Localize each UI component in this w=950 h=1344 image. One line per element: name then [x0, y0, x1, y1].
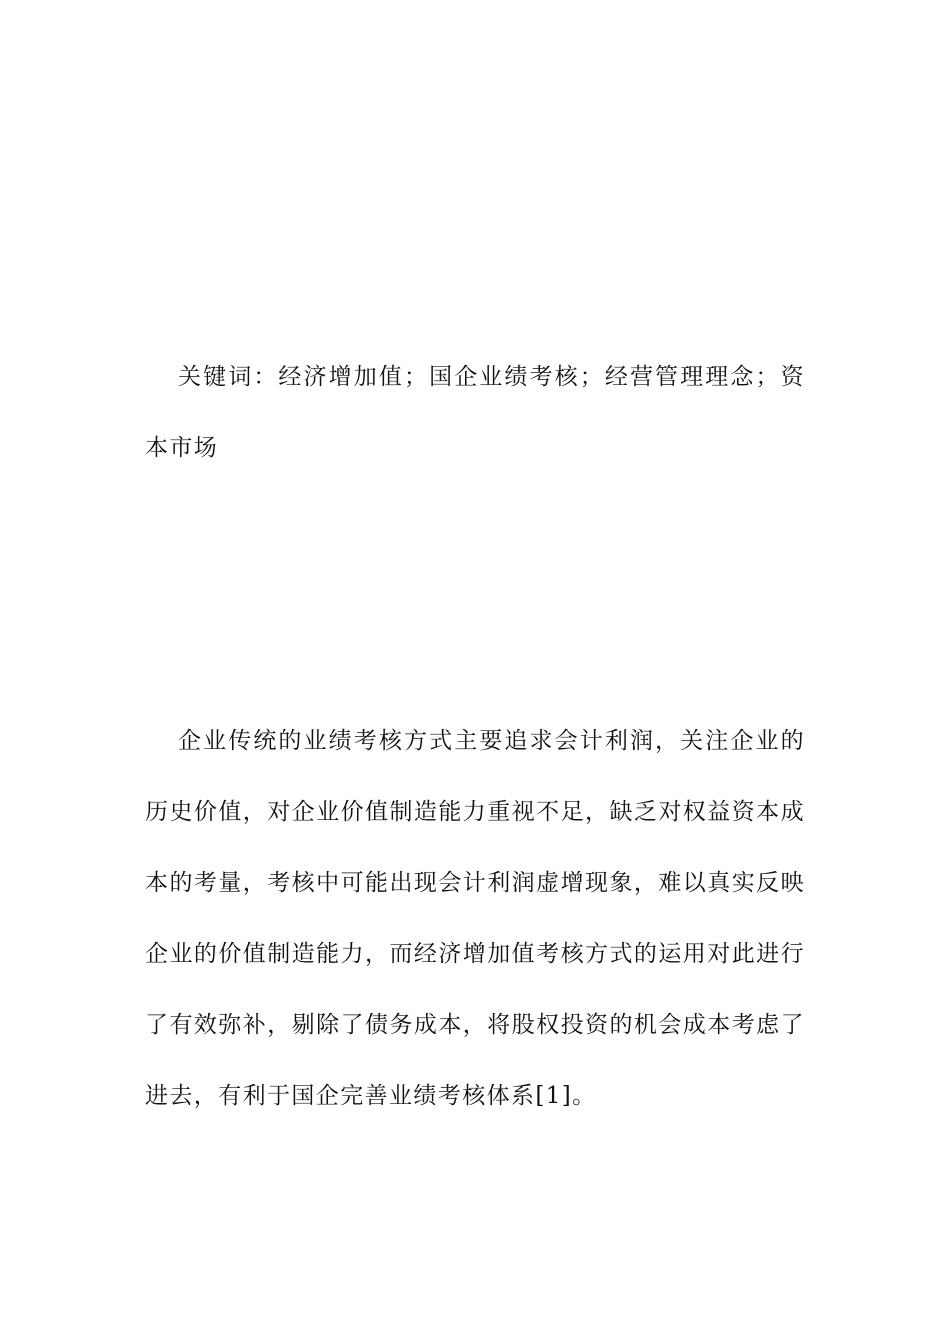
keywords-paragraph: 关键词：经济增加值；国企业绩考核；经营管理理念；资本市场 [145, 364, 805, 461]
body-paragraph: 企业传统的业绩考核方式主要追求会计利润，关注企业的历史价值，对企业价值制造能力重视不足，缺乏对权益资本成本的考量，考核中可能出现会计利润虚增现象，难以真实反映企业的价值制造能力，而经济增加值考核方式的运用对此进行了有效弥补，剔除了债务成本，将股权投资的机会成本考虑了进去，有利于国企完善业绩考核体系[1]。 [145, 728, 805, 1109]
